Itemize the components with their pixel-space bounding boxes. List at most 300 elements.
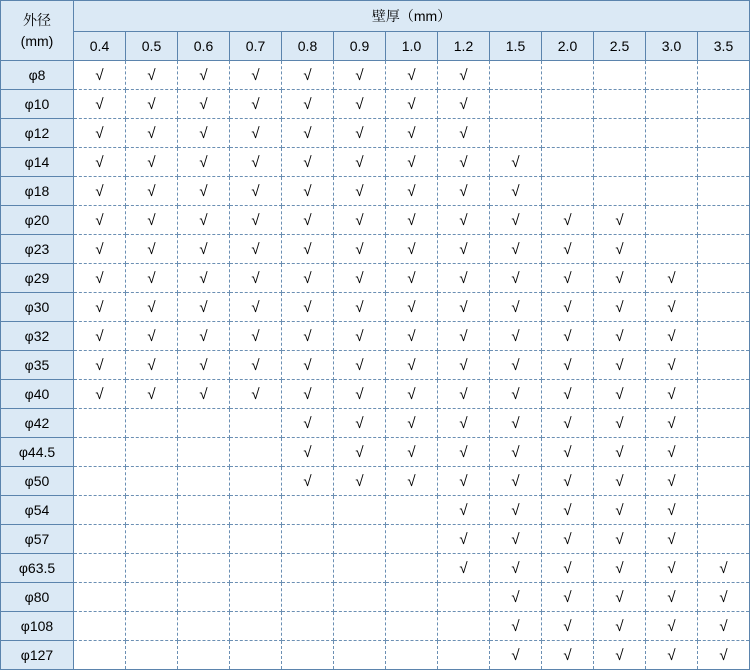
check-mark-icon: √ [407, 270, 416, 287]
availability-cell [542, 293, 594, 322]
availability-cell [126, 525, 178, 554]
check-mark-icon: √ [459, 531, 468, 548]
table-row [1, 90, 750, 119]
availability-cell [646, 90, 698, 119]
availability-cell [646, 148, 698, 177]
availability-cell [74, 525, 126, 554]
availability-cell [646, 496, 698, 525]
availability-cell [646, 264, 698, 293]
check-mark-icon: √ [355, 328, 364, 345]
check-mark-icon: √ [251, 357, 260, 374]
check-mark-icon: √ [511, 386, 520, 403]
check-mark-icon: √ [511, 241, 520, 258]
check-mark-icon: √ [303, 212, 312, 229]
availability-cell [438, 438, 490, 467]
availability-cell [698, 612, 750, 641]
availability-cell [178, 467, 230, 496]
availability-cell [334, 177, 386, 206]
outer-diameter-cell: φ30 [1, 293, 74, 322]
availability-cell [178, 583, 230, 612]
availability-cell [178, 206, 230, 235]
check-mark-icon: √ [511, 589, 520, 606]
thickness-col-0: 0.4 [74, 32, 126, 61]
availability-cell [438, 293, 490, 322]
availability-cell [438, 467, 490, 496]
availability-cell [698, 235, 750, 264]
availability-cell [542, 496, 594, 525]
check-mark-icon: √ [511, 183, 520, 200]
availability-cell [542, 525, 594, 554]
availability-cell [230, 583, 282, 612]
availability-cell [126, 641, 178, 670]
thickness-col-4: 0.8 [282, 32, 334, 61]
check-mark-icon: √ [459, 415, 468, 432]
availability-cell [230, 467, 282, 496]
availability-cell [490, 177, 542, 206]
check-mark-icon: √ [355, 386, 364, 403]
availability-cell [542, 61, 594, 90]
availability-cell [126, 380, 178, 409]
availability-cell [594, 206, 646, 235]
check-mark-icon: √ [511, 299, 520, 316]
check-mark-icon: √ [95, 270, 104, 287]
availability-cell [282, 61, 334, 90]
availability-cell [490, 293, 542, 322]
check-mark-icon: √ [615, 241, 624, 258]
availability-cell [594, 119, 646, 148]
availability-cell [542, 177, 594, 206]
availability-cell [282, 351, 334, 380]
availability-cell [542, 467, 594, 496]
availability-cell [126, 409, 178, 438]
check-mark-icon: √ [355, 154, 364, 171]
check-mark-icon: √ [199, 125, 208, 142]
availability-cell [542, 119, 594, 148]
availability-cell [646, 119, 698, 148]
availability-cell [646, 322, 698, 351]
availability-cell [386, 206, 438, 235]
check-mark-icon: √ [563, 502, 572, 519]
check-mark-icon: √ [563, 531, 572, 548]
check-mark-icon: √ [459, 270, 468, 287]
availability-cell [542, 148, 594, 177]
check-mark-icon: √ [251, 270, 260, 287]
availability-cell [698, 554, 750, 583]
outer-diameter-cell: φ127 [1, 641, 74, 670]
check-mark-icon: √ [407, 328, 416, 345]
check-mark-icon: √ [147, 241, 156, 258]
availability-cell [126, 583, 178, 612]
availability-cell [386, 612, 438, 641]
availability-cell [334, 554, 386, 583]
availability-cell [74, 61, 126, 90]
availability-cell [74, 496, 126, 525]
check-mark-icon: √ [615, 415, 624, 432]
availability-cell [386, 235, 438, 264]
check-mark-icon: √ [563, 328, 572, 345]
availability-cell [74, 467, 126, 496]
availability-cell [74, 206, 126, 235]
availability-cell [386, 61, 438, 90]
availability-cell [334, 525, 386, 554]
check-mark-icon: √ [459, 299, 468, 316]
table-row [1, 554, 750, 583]
availability-cell [178, 525, 230, 554]
table-row [1, 583, 750, 612]
check-mark-icon: √ [147, 357, 156, 374]
check-mark-icon: √ [511, 502, 520, 519]
availability-cell [646, 525, 698, 554]
availability-cell [542, 612, 594, 641]
availability-cell [438, 322, 490, 351]
availability-cell [282, 438, 334, 467]
thickness-col-11: 3.0 [646, 32, 698, 61]
check-mark-icon: √ [407, 357, 416, 374]
table-row [1, 380, 750, 409]
availability-cell [126, 322, 178, 351]
check-mark-icon: √ [615, 212, 624, 229]
check-mark-icon: √ [251, 154, 260, 171]
availability-cell [282, 235, 334, 264]
availability-cell [282, 90, 334, 119]
availability-cell [386, 177, 438, 206]
availability-cell [594, 351, 646, 380]
check-mark-icon: √ [199, 386, 208, 403]
outer-diameter-cell: φ80 [1, 583, 74, 612]
availability-cell [594, 264, 646, 293]
check-mark-icon: √ [147, 212, 156, 229]
availability-cell [230, 351, 282, 380]
availability-cell [646, 641, 698, 670]
check-mark-icon: √ [459, 125, 468, 142]
availability-cell [646, 583, 698, 612]
check-mark-icon: √ [667, 618, 676, 635]
availability-cell [230, 148, 282, 177]
table-row [1, 61, 750, 90]
thickness-col-7: 1.2 [438, 32, 490, 61]
availability-cell [230, 264, 282, 293]
check-mark-icon: √ [615, 589, 624, 606]
table-row [1, 525, 750, 554]
availability-cell [230, 438, 282, 467]
availability-cell [594, 380, 646, 409]
check-mark-icon: √ [407, 212, 416, 229]
availability-cell [230, 322, 282, 351]
outer-diameter-cell: φ32 [1, 322, 74, 351]
table-row [1, 467, 750, 496]
check-mark-icon: √ [355, 357, 364, 374]
availability-cell [178, 612, 230, 641]
availability-cell [74, 264, 126, 293]
availability-cell [178, 61, 230, 90]
check-mark-icon: √ [251, 299, 260, 316]
availability-cell [282, 583, 334, 612]
outer-diameter-cell: φ12 [1, 119, 74, 148]
availability-cell [594, 496, 646, 525]
availability-cell [438, 380, 490, 409]
availability-cell [386, 293, 438, 322]
availability-cell [386, 119, 438, 148]
outer-diameter-cell: φ63.5 [1, 554, 74, 583]
check-mark-icon: √ [563, 444, 572, 461]
check-mark-icon: √ [407, 473, 416, 490]
check-mark-icon: √ [303, 96, 312, 113]
outer-diameter-cell: φ20 [1, 206, 74, 235]
check-mark-icon: √ [563, 560, 572, 577]
availability-cell [334, 409, 386, 438]
availability-cell [178, 322, 230, 351]
availability-cell [126, 90, 178, 119]
availability-cell [282, 467, 334, 496]
check-mark-icon: √ [95, 154, 104, 171]
check-mark-icon: √ [355, 270, 364, 287]
check-mark-icon: √ [147, 299, 156, 316]
availability-cell [490, 380, 542, 409]
availability-cell [126, 119, 178, 148]
availability-cell [74, 554, 126, 583]
check-mark-icon: √ [459, 96, 468, 113]
availability-cell [542, 235, 594, 264]
availability-cell [386, 583, 438, 612]
availability-cell [594, 322, 646, 351]
check-mark-icon: √ [199, 67, 208, 84]
check-mark-icon: √ [407, 125, 416, 142]
availability-cell [698, 119, 750, 148]
check-mark-icon: √ [563, 589, 572, 606]
availability-cell [542, 641, 594, 670]
availability-cell [646, 206, 698, 235]
availability-cell [646, 612, 698, 641]
check-mark-icon: √ [459, 473, 468, 490]
availability-cell [334, 90, 386, 119]
availability-cell [74, 641, 126, 670]
availability-cell [334, 264, 386, 293]
table-row [1, 119, 750, 148]
availability-cell [698, 641, 750, 670]
check-mark-icon: √ [303, 154, 312, 171]
availability-cell [334, 235, 386, 264]
availability-cell [594, 467, 646, 496]
check-mark-icon: √ [459, 67, 468, 84]
check-mark-icon: √ [407, 415, 416, 432]
check-mark-icon: √ [667, 299, 676, 316]
outer-diameter-cell: φ50 [1, 467, 74, 496]
thickness-col-9: 2.0 [542, 32, 594, 61]
availability-cell [594, 612, 646, 641]
availability-cell [698, 583, 750, 612]
row-header-label-line1: 外径 [23, 12, 51, 29]
availability-cell [74, 90, 126, 119]
availability-cell [646, 177, 698, 206]
availability-cell [542, 264, 594, 293]
availability-cell [282, 293, 334, 322]
availability-cell [542, 90, 594, 119]
availability-cell [230, 496, 282, 525]
availability-cell [74, 293, 126, 322]
table-row [1, 641, 750, 670]
check-mark-icon: √ [303, 415, 312, 432]
availability-cell [230, 293, 282, 322]
availability-cell [386, 525, 438, 554]
availability-cell [542, 380, 594, 409]
row-header-label-line2: (mm) [20, 32, 54, 49]
outer-diameter-cell: φ18 [1, 177, 74, 206]
availability-cell [230, 119, 282, 148]
check-mark-icon: √ [563, 241, 572, 258]
check-mark-icon: √ [563, 473, 572, 490]
check-mark-icon: √ [407, 154, 416, 171]
availability-cell [74, 148, 126, 177]
availability-cell [490, 351, 542, 380]
thickness-col-8: 1.5 [490, 32, 542, 61]
check-mark-icon: √ [667, 589, 676, 606]
availability-cell [386, 90, 438, 119]
availability-cell [178, 293, 230, 322]
availability-cell [594, 554, 646, 583]
check-mark-icon: √ [355, 183, 364, 200]
availability-cell [386, 438, 438, 467]
availability-cell [334, 322, 386, 351]
availability-cell [282, 641, 334, 670]
check-mark-icon: √ [407, 386, 416, 403]
availability-cell [334, 119, 386, 148]
availability-cell [178, 438, 230, 467]
check-mark-icon: √ [667, 531, 676, 548]
availability-cell [438, 641, 490, 670]
check-mark-icon: √ [303, 386, 312, 403]
check-mark-icon: √ [511, 531, 520, 548]
outer-diameter-cell: φ29 [1, 264, 74, 293]
check-mark-icon: √ [303, 328, 312, 345]
check-mark-icon: √ [615, 473, 624, 490]
availability-cell [438, 409, 490, 438]
availability-cell [386, 351, 438, 380]
availability-cell [178, 351, 230, 380]
availability-cell [282, 409, 334, 438]
thickness-col-10: 2.5 [594, 32, 646, 61]
availability-cell [126, 554, 178, 583]
availability-cell [334, 612, 386, 641]
check-mark-icon: √ [511, 154, 520, 171]
availability-cell [490, 90, 542, 119]
availability-cell [334, 641, 386, 670]
check-mark-icon: √ [511, 212, 520, 229]
check-mark-icon: √ [615, 647, 624, 664]
outer-diameter-cell: φ54 [1, 496, 74, 525]
check-mark-icon: √ [615, 618, 624, 635]
check-mark-icon: √ [303, 241, 312, 258]
check-mark-icon: √ [719, 589, 728, 606]
availability-cell [698, 409, 750, 438]
availability-cell [386, 409, 438, 438]
availability-cell [698, 264, 750, 293]
check-mark-icon: √ [199, 299, 208, 316]
availability-cell [178, 496, 230, 525]
availability-cell [698, 467, 750, 496]
availability-cell [386, 322, 438, 351]
check-mark-icon: √ [199, 241, 208, 258]
availability-cell [178, 235, 230, 264]
availability-cell [594, 641, 646, 670]
availability-cell [698, 293, 750, 322]
outer-diameter-cell: φ57 [1, 525, 74, 554]
availability-cell [438, 119, 490, 148]
check-mark-icon: √ [303, 270, 312, 287]
table-row [1, 177, 750, 206]
availability-cell [178, 90, 230, 119]
check-mark-icon: √ [667, 444, 676, 461]
availability-cell [646, 351, 698, 380]
availability-cell [126, 467, 178, 496]
check-mark-icon: √ [719, 618, 728, 635]
check-mark-icon: √ [303, 299, 312, 316]
availability-cell [74, 380, 126, 409]
table-row [1, 438, 750, 467]
availability-cell [334, 467, 386, 496]
row-header-corner [1, 1, 74, 61]
check-mark-icon: √ [407, 183, 416, 200]
outer-diameter-cell: φ42 [1, 409, 74, 438]
check-mark-icon: √ [615, 357, 624, 374]
availability-cell [282, 612, 334, 641]
availability-cell [542, 554, 594, 583]
check-mark-icon: √ [667, 415, 676, 432]
check-mark-icon: √ [355, 241, 364, 258]
availability-cell [594, 90, 646, 119]
availability-cell [126, 235, 178, 264]
check-mark-icon: √ [251, 96, 260, 113]
availability-cell [178, 409, 230, 438]
availability-cell [438, 351, 490, 380]
availability-cell [126, 264, 178, 293]
table-row [1, 148, 750, 177]
availability-cell [334, 148, 386, 177]
thickness-col-12: 3.5 [698, 32, 750, 61]
outer-diameter-cell: φ40 [1, 380, 74, 409]
check-mark-icon: √ [355, 415, 364, 432]
availability-cell [386, 264, 438, 293]
availability-cell [230, 61, 282, 90]
availability-cell [542, 351, 594, 380]
availability-cell [594, 61, 646, 90]
availability-cell [490, 641, 542, 670]
availability-cell [126, 438, 178, 467]
table-row [1, 293, 750, 322]
availability-cell [698, 206, 750, 235]
check-mark-icon: √ [199, 183, 208, 200]
check-mark-icon: √ [407, 241, 416, 258]
availability-cell [594, 409, 646, 438]
availability-cell [282, 148, 334, 177]
table-row [1, 206, 750, 235]
check-mark-icon: √ [511, 618, 520, 635]
check-mark-icon: √ [147, 328, 156, 345]
availability-cell [646, 235, 698, 264]
availability-cell [178, 148, 230, 177]
check-mark-icon: √ [407, 444, 416, 461]
availability-cell [126, 61, 178, 90]
availability-cell [74, 235, 126, 264]
availability-cell [490, 61, 542, 90]
check-mark-icon: √ [459, 212, 468, 229]
header-row-thickness [1, 32, 750, 61]
check-mark-icon: √ [147, 125, 156, 142]
availability-cell [542, 438, 594, 467]
availability-cell [438, 90, 490, 119]
check-mark-icon: √ [147, 183, 156, 200]
availability-cell [646, 438, 698, 467]
table-row [1, 235, 750, 264]
